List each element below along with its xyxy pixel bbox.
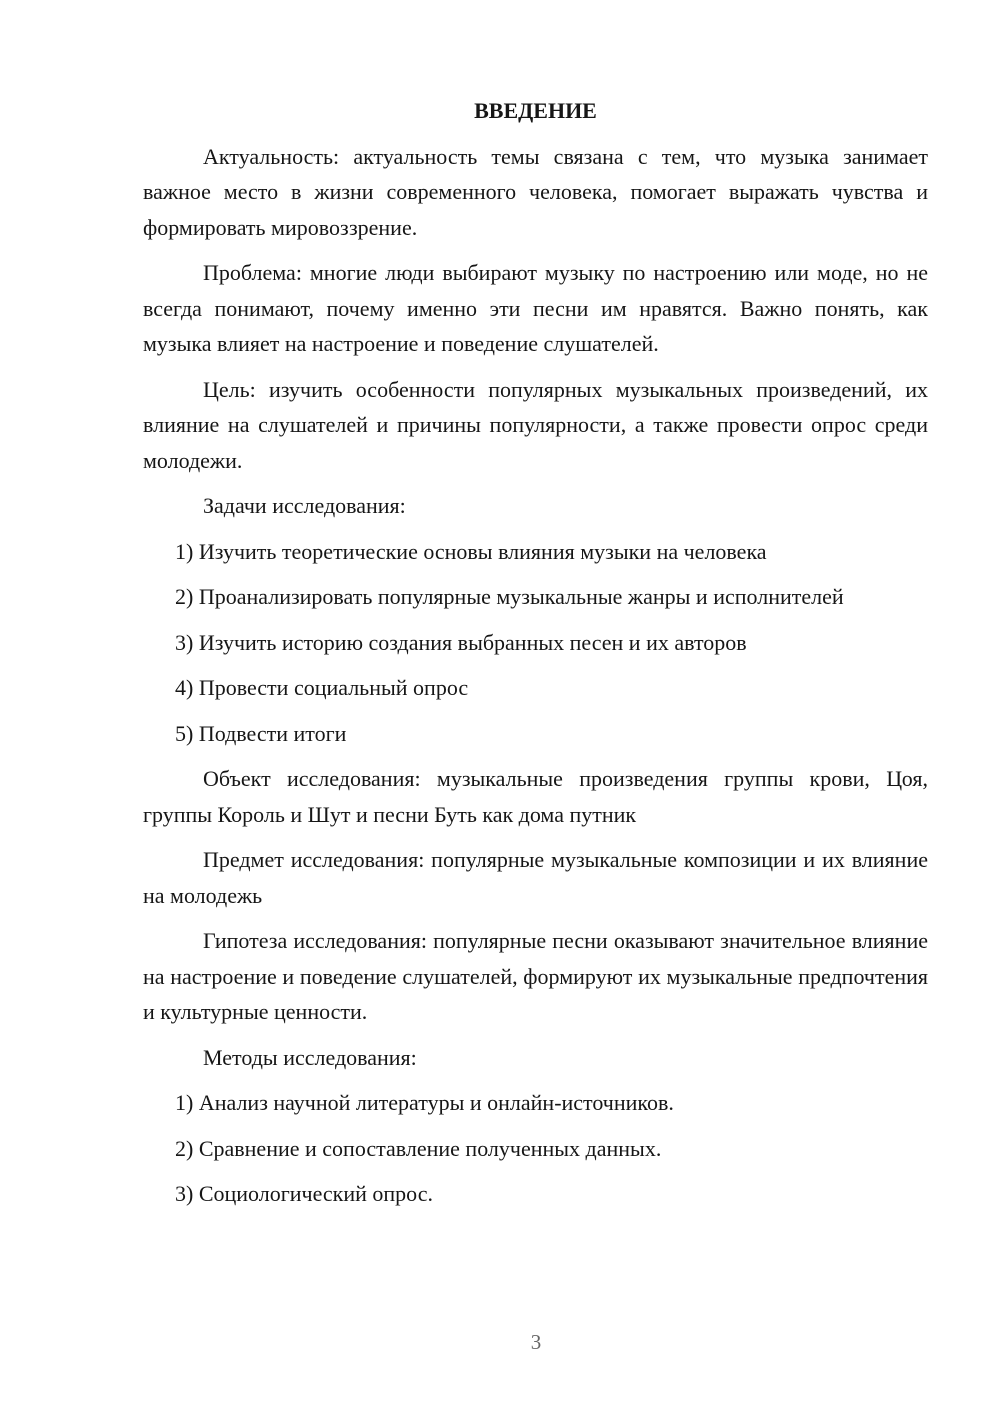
paragraph-subject: Предмет исследования: популярные музыкальные композиции и их влияние на молодежь [143,847,928,908]
task-item: 5) Подвести итоги [175,720,347,746]
paragraph-goal: Цель: изучить особенности популярных музыкальных произведений, их влияние на слушателей и причины популярности, а также провести опрос среди молодежи. [143,376,928,473]
task-item: 1) Изучить теоретические основы влияния музыки на человека [175,538,767,564]
paragraph-object: Объект исследования: музыкальные произведения группы крови, Цоя, группы Король и Шут и песни Буть как дома путник [143,766,928,827]
task-item: 4) Провести социальный опрос [175,675,469,700]
task-item: 2) Проанализировать популярные музыкальные жанры и исполнителей [175,584,844,609]
paragraph-problem: Проблема: многие люди выбирают музыку по настроению или моде, но не всегда понимают, почему именно эти песни им нравятся. Важно понять, как музыка влияет на настроение и поведение слушателей. [143,260,928,356]
task-item: 3) Изучить историю создания выбранных песен и их авторов [175,629,747,655]
method-item: 1) Анализ научной литературы и онлайн-источников. [175,1090,674,1115]
tasks-heading: Задачи исследования: [203,493,406,518]
method-item: 3) Социологический опрос. [175,1181,433,1206]
paragraph-relevance: Актуальность: актуальность темы связана с тем, что музыка занимает важное место в жизни современного человека, помогает выражать чувства и формировать мировоззрение. [143,143,928,240]
page-number: 3 [530,1330,542,1354]
page-title: ВВЕДЕНИЕ [474,98,597,123]
page-content [143,93,928,1222]
method-item: 2) Сравнение и сопоставление полученных данных. [175,1135,662,1161]
paragraph-hypothesis: Гипотеза исследования: популярные песни оказывают значительное влияние на настроение и поведение слушателей, формируют их музыкальные предпочтения и культурные ценности. [143,928,928,1024]
methods-heading: Методы исследования: [203,1044,417,1070]
